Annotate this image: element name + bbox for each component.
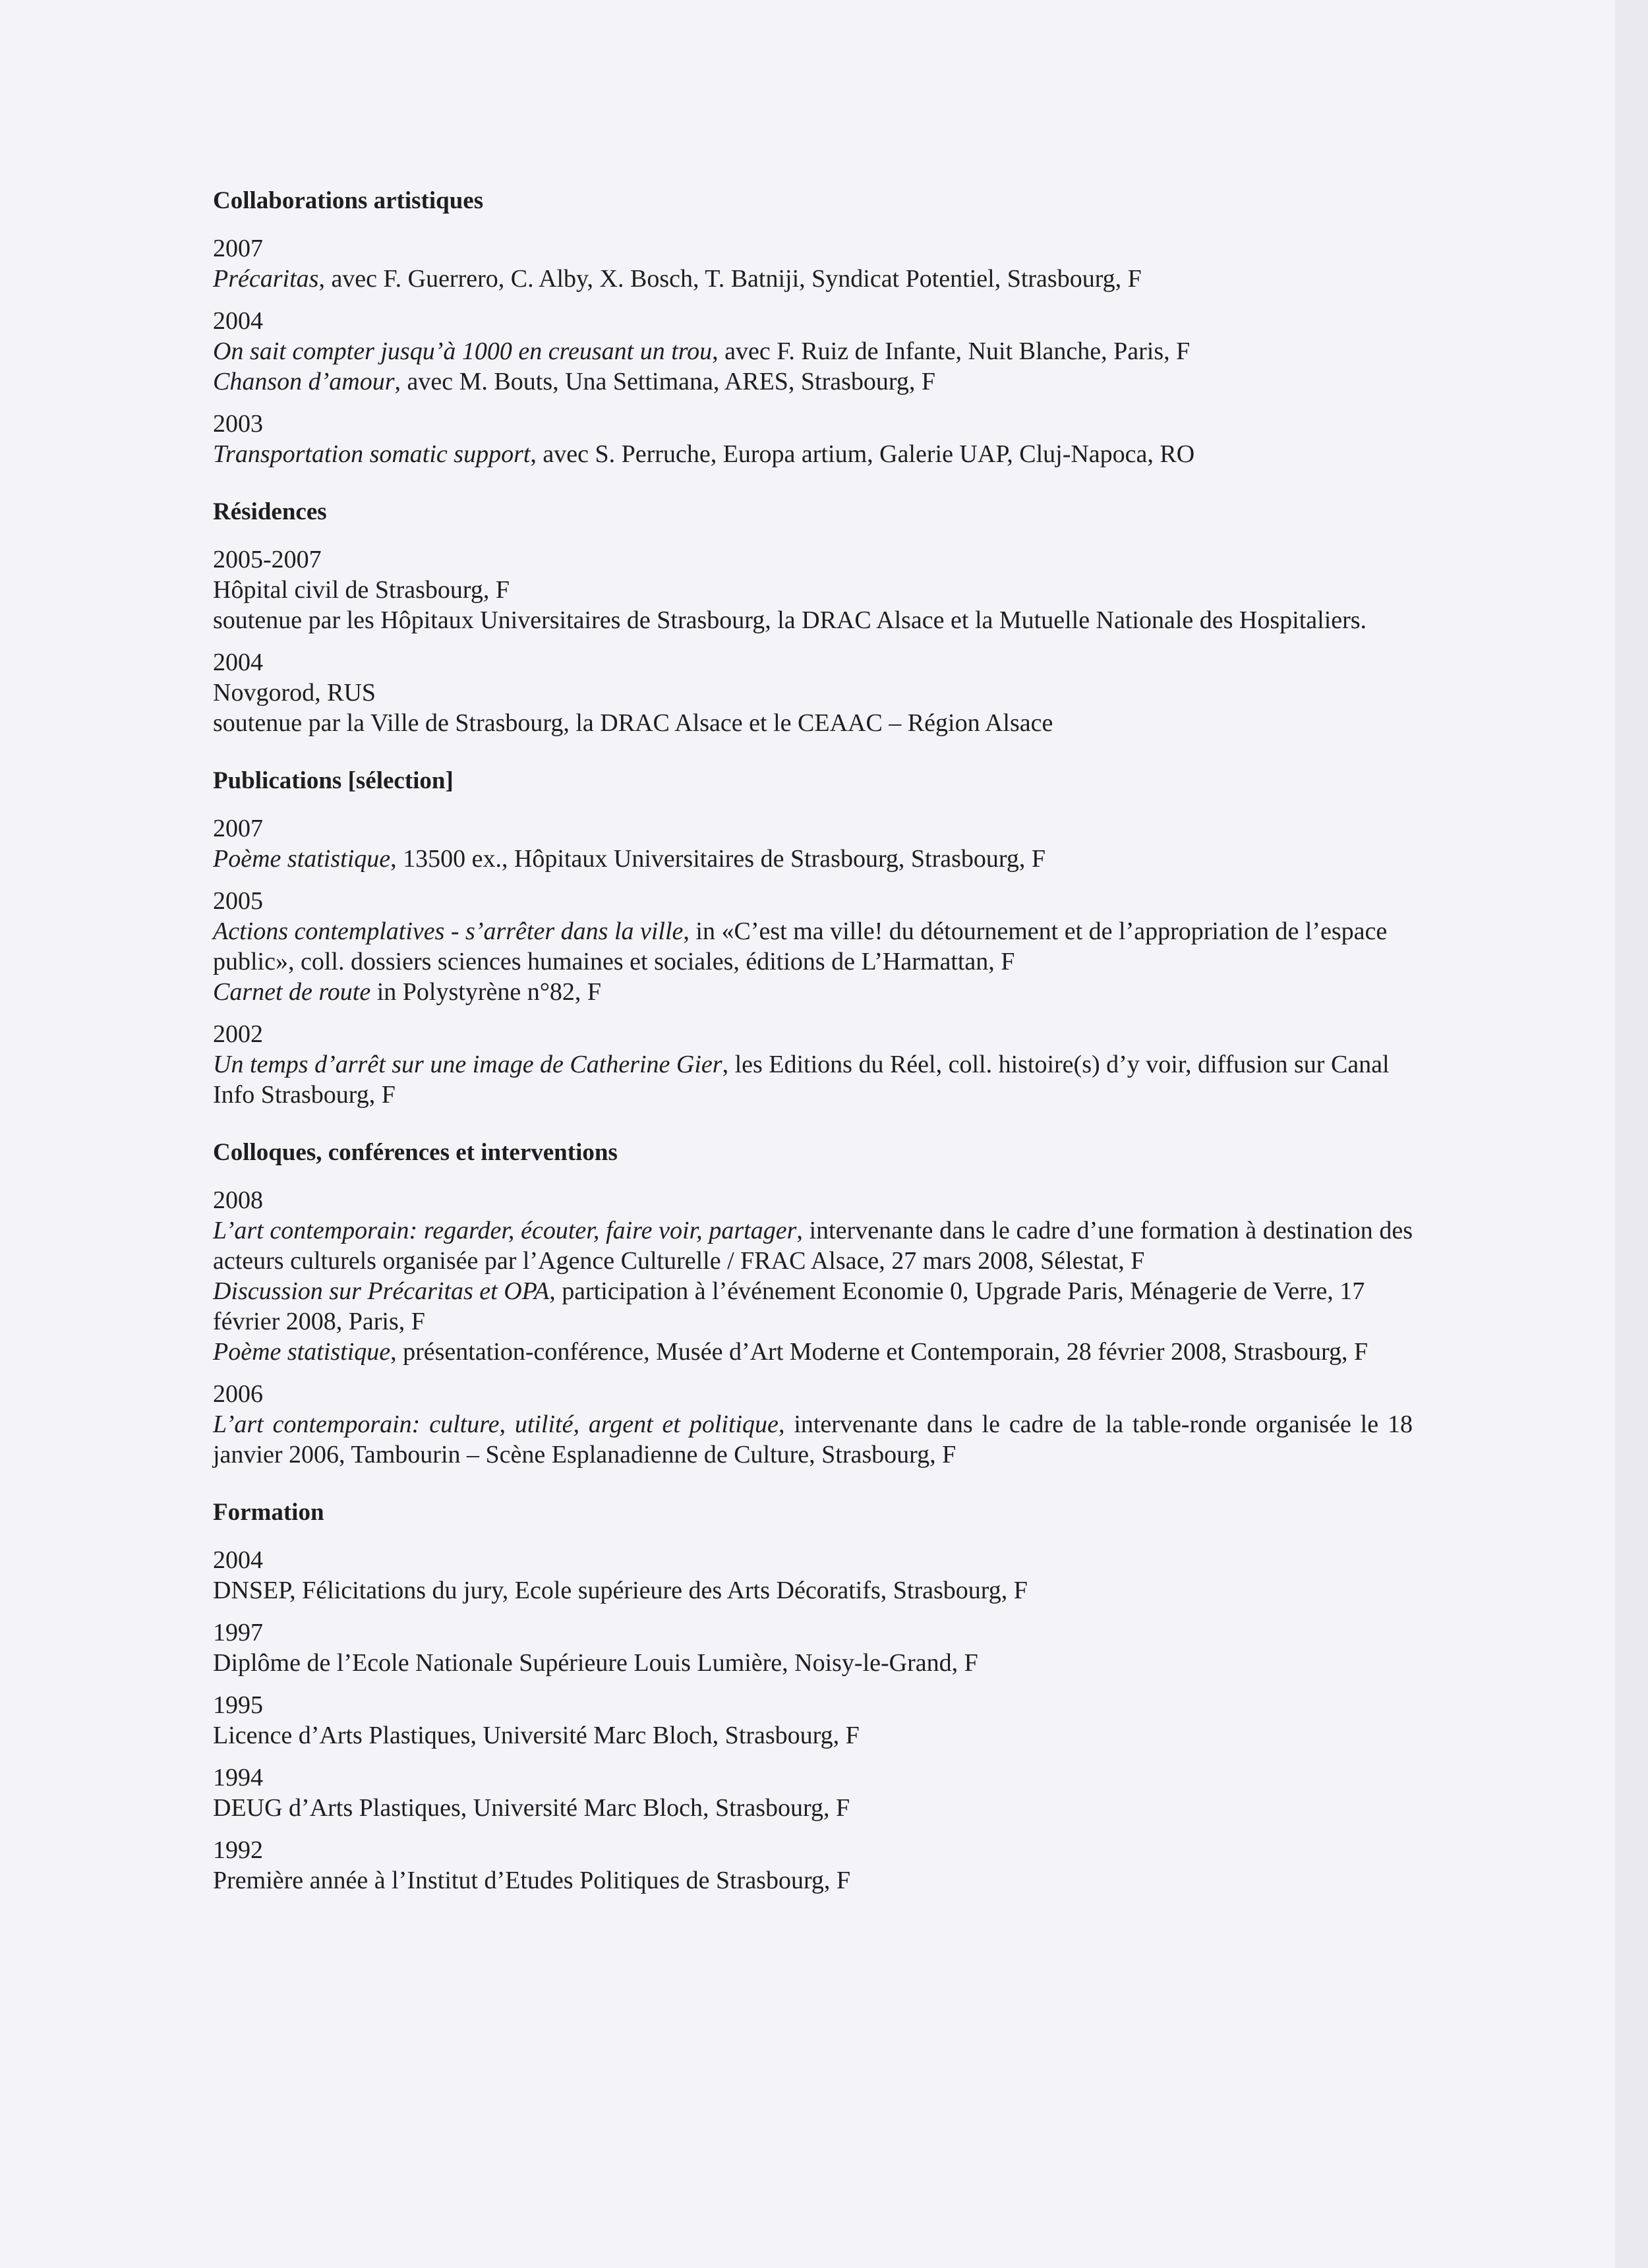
entry-line — [213, 708, 1413, 738]
cv-section — [213, 497, 1413, 738]
cv-entry — [213, 1379, 1413, 1470]
cv-entry — [213, 1545, 1413, 1606]
work-title: L’art contemporain: regarder, écouter, faire voir, partager — [213, 1217, 797, 1244]
entry-line — [213, 336, 1413, 366]
work-title: Actions contemplatives - s’arrêter dans la ville — [213, 917, 684, 945]
entry-year: 2007 — [213, 815, 263, 842]
entry-year: 1995 — [213, 1691, 263, 1719]
entry-line — [213, 916, 1413, 977]
cv-entry — [213, 1690, 1413, 1751]
entry-details: , participation à l’événement Economie 0, Upgrade Paris, Ménagerie de Verre, 17 février 2008, Paris, F — [213, 1277, 1365, 1335]
entry-year: 2005-2007 — [213, 546, 322, 573]
cv-section — [213, 1138, 1413, 1470]
cv-entry — [213, 544, 1413, 635]
scan-edge — [1615, 0, 1648, 2268]
entry-year: 2004 — [213, 307, 263, 335]
cv-entry — [213, 233, 1413, 294]
work-title: Carnet de route — [213, 978, 371, 1006]
work-title: On sait compter jusqu’à 1000 en creusant un trou — [213, 337, 713, 365]
entry-details: DNSEP, Félicitations du jury, Ecole supérieure des Arts Décoratifs, Strasbourg, F — [213, 1577, 1028, 1604]
cv-entry — [213, 1762, 1413, 1823]
section-title: Publications [sélection] — [213, 767, 454, 794]
entry-year: 2004 — [213, 1546, 263, 1574]
cv-content — [213, 186, 1413, 1923]
entry-year: 2008 — [213, 1186, 263, 1214]
entry-line — [213, 264, 1413, 294]
work-title: Un temps d’arrêt sur une image de Catherine Gier — [213, 1051, 722, 1078]
section-title: Colloques, conférences et interventions — [213, 1139, 618, 1166]
cv-entry — [213, 409, 1413, 469]
cv-entry — [213, 813, 1413, 874]
entry-year: 1994 — [213, 1764, 263, 1791]
entry-year: 2002 — [213, 1020, 263, 1048]
entry-details: , avec F. Ruiz de Infante, Nuit Blanche, Paris, F — [712, 337, 1191, 365]
entry-details: , 13500 ex., Hôpitaux Universitaires de Strasbourg, Strasbourg, F — [390, 845, 1046, 873]
work-title: Poème statistique — [213, 1338, 391, 1366]
entry-year: 2005 — [213, 887, 263, 915]
entry-line — [213, 1793, 1413, 1823]
entry-details: soutenue par la Ville de Strasbourg, la DRAC Alsace et le CEAAC – Région Alsace — [213, 709, 1053, 737]
entry-details: , avec S. Perruche, Europa artium, Galerie UAP, Cluj-Napoca, RO — [530, 440, 1195, 468]
entry-year: 1992 — [213, 1836, 263, 1864]
entry-line — [213, 844, 1413, 874]
entry-details: , intervenante dans le cadre de la table-ronde organisée le 18 janvier 2006, Tambourin – Scène Esplanadienne de Culture, Strasbourg, F — [213, 1410, 1413, 1468]
section-title: Formation — [213, 1499, 324, 1526]
section-title: Résidences — [213, 498, 327, 525]
entry-line — [213, 1337, 1413, 1367]
entry-line — [213, 977, 1413, 1007]
work-title: L’art contemporain: culture, utilité, argent et politique — [213, 1410, 779, 1438]
cv-entry — [213, 886, 1413, 1007]
cv-section — [213, 1497, 1413, 1896]
entry-line — [213, 1215, 1413, 1276]
work-title: Discussion sur Précaritas et OPA — [213, 1277, 550, 1305]
entry-year: 2003 — [213, 410, 263, 438]
entry-details: in Polystyrène n°82, F — [370, 978, 602, 1006]
entry-details: , présentation-conférence, Musée d’Art Moderne et Contemporain, 28 février 2008, Strasbourg, F — [390, 1338, 1368, 1366]
entry-details: soutenue par les Hôpitaux Universitaires de Strasbourg, la DRAC Alsace et la Mutuelle Nationale des Hospitaliers. — [213, 606, 1367, 634]
entry-details: Licence d’Arts Plastiques, Université Marc Bloch, Strasbourg, F — [213, 1722, 860, 1749]
entry-line — [213, 678, 1413, 708]
entry-details: , intervenante dans le cadre d’une formation à destination des acteurs culturels organisée par l’Agence Culturelle / FRAC Alsace, 27 mars 2008, Sélestat, F — [213, 1217, 1413, 1275]
entry-details: , in «C’est ma ville! du détournement et de l’appropriation de l’espace public», coll. dossiers sciences humaines et sociales, éditions de L’Harmattan, F — [213, 917, 1388, 975]
entry-year: 2007 — [213, 235, 263, 262]
cv-entry — [213, 647, 1413, 738]
entry-details: Première année à l’Institut d’Etudes Politiques de Strasbourg, F — [213, 1867, 851, 1894]
entry-year: 1997 — [213, 1619, 263, 1646]
cv-section — [213, 186, 1413, 469]
entry-details: , les Editions du Réel, coll. histoire(s) d’y voir, diffusion sur Canal Info Strasbourg, F — [213, 1051, 1390, 1109]
cv-entry — [213, 306, 1413, 397]
entry-year: 2006 — [213, 1380, 263, 1408]
entry-line — [213, 1276, 1413, 1337]
work-title: Chanson d’amour — [213, 368, 395, 395]
entry-line — [213, 1049, 1413, 1110]
cv-entry — [213, 1617, 1413, 1678]
entry-line — [213, 1409, 1413, 1470]
section-title: Collaborations artistiques — [213, 187, 484, 214]
entry-year: 2004 — [213, 649, 263, 676]
entry-line — [213, 605, 1413, 635]
entry-line — [213, 1720, 1413, 1751]
cv-entry — [213, 1835, 1413, 1896]
entry-line — [213, 575, 1413, 605]
work-title: Poème statistique — [213, 845, 391, 873]
work-title: Précaritas — [213, 265, 319, 293]
cv-entry — [213, 1019, 1413, 1110]
entry-details: DEUG d’Arts Plastiques, Université Marc Bloch, Strasbourg, F — [213, 1794, 850, 1822]
entry-details: , avec M. Bouts, Una Settimana, ARES, Strasbourg, F — [394, 368, 936, 395]
cv-entry — [213, 1185, 1413, 1367]
entry-line — [213, 1865, 1413, 1896]
entry-line — [213, 1648, 1413, 1678]
entry-line — [213, 439, 1413, 469]
entry-details: , avec F. Guerrero, C. Alby, X. Bosch, T. Batniji, Syndicat Potentiel, Strasbourg, F — [318, 265, 1142, 293]
entry-line — [213, 1575, 1413, 1606]
cv-section — [213, 766, 1413, 1110]
entry-details: Novgorod, RUS — [213, 679, 376, 707]
entry-details: Hôpital civil de Strasbourg, F — [213, 576, 510, 604]
work-title: Transportation somatic support — [213, 440, 531, 468]
entry-line — [213, 366, 1413, 397]
entry-details: Diplôme de l’Ecole Nationale Supérieure Louis Lumière, Noisy-le-Grand, F — [213, 1649, 978, 1677]
